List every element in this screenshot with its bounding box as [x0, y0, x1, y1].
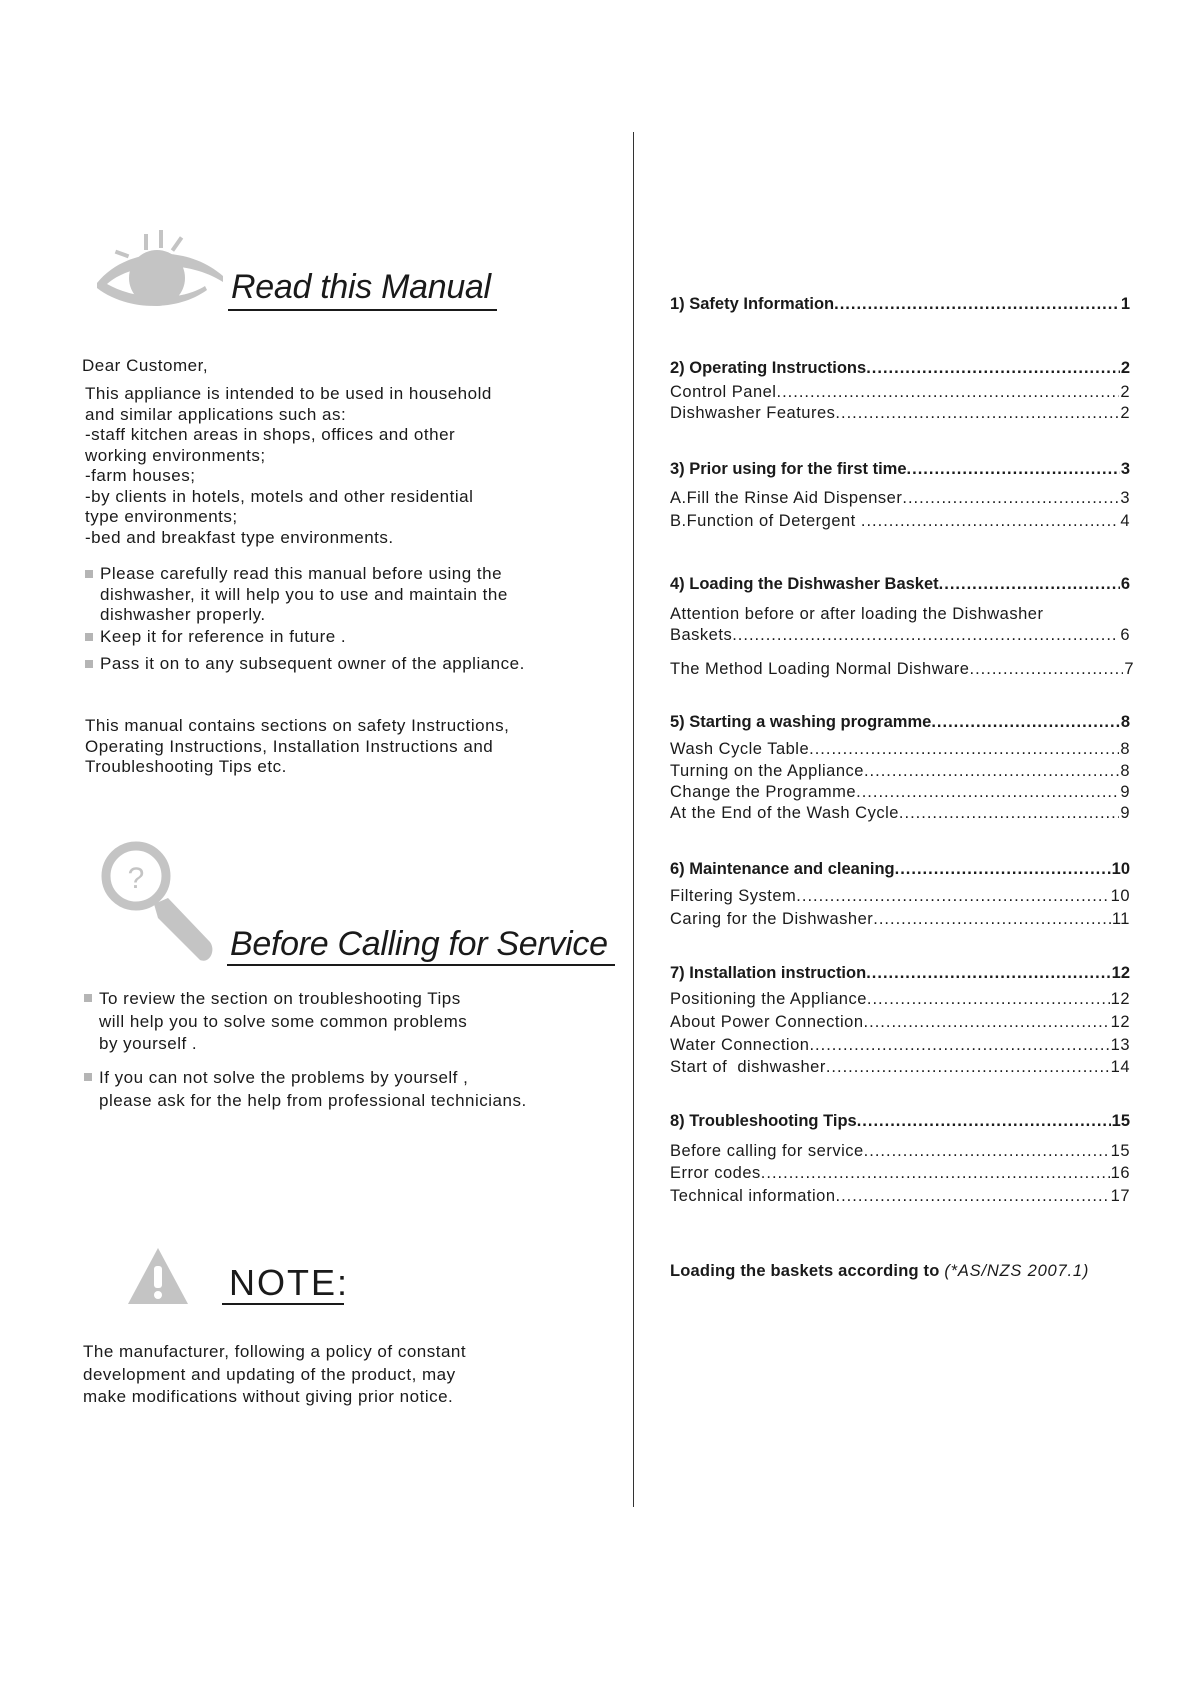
bullet-line: To review the section on troubleshooting Tips	[99, 989, 461, 1008]
dot-leader	[809, 1035, 1109, 1055]
bullet-icon	[85, 633, 93, 641]
bullet-line: will help you to solve some common problems	[99, 1011, 468, 1031]
contents-paragraph	[85, 716, 509, 778]
dot-leader	[836, 1186, 1110, 1206]
contents-line: This manual contains sections on safety Instructions,	[85, 716, 510, 735]
bullet-line: dishwasher, it will help you to use and maintain the	[100, 584, 508, 604]
bullet-line: dishwasher properly.	[100, 605, 266, 624]
intro-line: -staff kitchen areas in shops, offices and other	[85, 425, 456, 444]
dot-leader	[931, 712, 1120, 732]
note-line: development and updating of the product, may	[83, 1364, 456, 1384]
toc-label: Attention before or after loading the Dishwasher	[670, 605, 1044, 623]
toc-title: 6) Maintenance and cleaning	[670, 860, 895, 878]
dot-leader	[864, 761, 1119, 781]
toc-title: 8) Troubleshooting Tips	[670, 1112, 857, 1130]
question-glyph: ?	[127, 862, 145, 895]
dot-leader	[902, 488, 1119, 508]
magnifier-question-icon	[98, 838, 218, 966]
dot-leader	[873, 909, 1111, 929]
toc-item[interactable]	[670, 886, 1130, 906]
toc-section-5[interactable]	[670, 712, 1130, 732]
intro-line: -by clients in hotels, motels and other residential	[85, 486, 474, 506]
bullet-line: please ask for the help from professional technicians.	[99, 1090, 527, 1110]
toc-section-6[interactable]	[670, 859, 1130, 879]
toc-label: Before calling for service	[670, 1142, 864, 1160]
toc-title: 3) Prior using for the first time	[670, 460, 907, 478]
toc-section-3[interactable]	[670, 459, 1130, 479]
dot-leader	[809, 739, 1119, 759]
toc-title: 7) Installation instruction	[670, 964, 867, 982]
toc-page: 6	[1120, 626, 1130, 644]
dot-leader	[856, 782, 1119, 802]
toc-item[interactable]	[670, 909, 1130, 929]
toc-item[interactable]	[670, 1186, 1130, 1206]
toc-page: 8	[1120, 762, 1130, 780]
toc-page: 15	[1111, 1112, 1130, 1130]
note-paragraph	[83, 1341, 466, 1409]
toc-label: A.Fill the Rinse Aid Dispenser	[670, 489, 903, 507]
dot-leader	[864, 1012, 1110, 1032]
eye-icon	[95, 228, 225, 308]
toc-item[interactable]	[670, 625, 1130, 645]
toc-item[interactable]	[670, 1141, 1130, 1161]
toc-item[interactable]	[670, 1057, 1130, 1077]
note-line: make modifications without giving prior notice.	[83, 1387, 454, 1406]
toc-item[interactable]	[670, 739, 1130, 759]
toc-item[interactable]	[670, 604, 1130, 624]
dot-leader	[857, 1111, 1111, 1131]
toc-title: 5) Starting a washing programme	[670, 713, 932, 731]
dot-leader	[899, 803, 1119, 823]
toc-item[interactable]	[670, 1163, 1130, 1183]
service-title-underline	[227, 964, 615, 966]
toc-page: 3	[1120, 489, 1130, 507]
toc-label: About Power Connection	[670, 1013, 864, 1031]
toc-page: 2	[1120, 359, 1130, 377]
toc-section-8[interactable]	[670, 1111, 1130, 1131]
contents-line: Operating Instructions, Installation Instructions and	[85, 736, 494, 756]
dot-leader	[861, 511, 1119, 531]
toc-item[interactable]	[670, 761, 1130, 781]
dot-leader	[761, 1163, 1110, 1183]
intro-line: working environments;	[85, 445, 266, 465]
toc-page: 11	[1111, 910, 1130, 928]
note-underline	[222, 1303, 344, 1305]
bullet-line: by yourself .	[99, 1034, 198, 1053]
bullet-icon	[85, 660, 93, 668]
toc-item[interactable]	[670, 1035, 1130, 1055]
dot-leader	[834, 294, 1120, 314]
toc-page: 12	[1110, 990, 1130, 1008]
toc-label: B.Function of Detergent	[670, 512, 861, 530]
toc-page: 8	[1120, 740, 1130, 758]
dot-leader	[895, 859, 1111, 879]
contents-line: Troubleshooting Tips etc.	[85, 757, 287, 776]
toc-item[interactable]	[670, 782, 1130, 802]
toc-page: 17	[1110, 1187, 1130, 1205]
toc-item[interactable]	[670, 488, 1130, 508]
bullet-line: Please carefully read this manual before using the	[100, 564, 503, 583]
dot-leader	[796, 886, 1109, 906]
dot-leader	[732, 625, 1119, 645]
greeting: Dear Customer,	[82, 356, 209, 375]
column-divider	[633, 132, 634, 1507]
dot-leader	[835, 403, 1119, 423]
dot-leader	[867, 989, 1110, 1009]
toc-label: Positioning the Appliance	[670, 990, 867, 1008]
toc-label: At the End of the Wash Cycle	[670, 804, 899, 822]
toc-item[interactable]	[670, 659, 1134, 679]
toc-label: Caring for the Dishwasher	[670, 910, 874, 928]
toc-label: Change the Programme	[670, 783, 857, 801]
loading-note-standard: (*AS/NZS 2007.1)	[944, 1262, 1090, 1280]
loading-baskets-note	[670, 1261, 1130, 1281]
toc-item[interactable]	[670, 803, 1130, 823]
toc-label: Start of dishwasher	[670, 1058, 826, 1076]
toc-page: 6	[1120, 575, 1130, 593]
bullet-pass-on: Pass it on to any subsequent owner of the appliance.	[100, 654, 525, 673]
toc-label: Technical information	[670, 1187, 836, 1205]
note-title: NOTE:	[229, 1262, 350, 1303]
toc-title: 1) Safety Information	[670, 295, 835, 313]
toc-page: 7	[1124, 660, 1134, 678]
note-line: The manufacturer, following a policy of constant	[83, 1342, 467, 1361]
toc-label: The Method Loading Normal Dishware	[670, 660, 970, 678]
toc-page: 2	[1120, 404, 1130, 422]
intro-line: -bed and breakfast type environments.	[85, 527, 394, 547]
warning-triangle-icon	[127, 1246, 189, 1306]
intro-line: type environments;	[85, 507, 238, 526]
loading-note-text: Loading the baskets according to	[670, 1262, 945, 1280]
toc-section-7[interactable]	[670, 963, 1130, 983]
read-manual-title: Read this Manual	[231, 268, 491, 306]
dot-leader	[969, 659, 1123, 679]
dot-leader	[864, 1141, 1110, 1161]
bullet-review-troubleshooting	[99, 988, 467, 1056]
bullet-icon	[84, 1073, 92, 1081]
toc-label: Turning on the Appliance	[670, 762, 864, 780]
bullet-icon	[85, 570, 93, 578]
toc-page: 14	[1110, 1058, 1130, 1076]
toc-item[interactable]	[670, 403, 1130, 423]
toc-item[interactable]	[670, 382, 1130, 402]
toc-label: Dishwasher Features	[670, 404, 836, 422]
toc-section-4[interactable]	[670, 574, 1130, 594]
toc-section-2[interactable]	[670, 358, 1130, 378]
toc-section-1[interactable]	[670, 294, 1130, 314]
dot-leader	[939, 574, 1120, 594]
bullet-line: If you can not solve the problems by yourself ,	[99, 1068, 469, 1087]
toc-page: 13	[1110, 1036, 1130, 1054]
intro-line: -farm houses;	[85, 466, 196, 485]
toc-label: Control Panel	[670, 383, 777, 401]
toc-page: 10	[1111, 860, 1130, 878]
toc-page: 9	[1120, 804, 1130, 822]
toc-page: 2	[1120, 383, 1130, 401]
toc-page: 10	[1110, 887, 1130, 905]
toc-page: 12	[1110, 1013, 1130, 1031]
toc-page: 16	[1110, 1164, 1130, 1182]
dot-leader	[826, 1057, 1110, 1077]
toc-page: 9	[1120, 783, 1130, 801]
intro-line: and similar applications such as:	[85, 404, 347, 424]
toc-label: Baskets	[670, 626, 733, 644]
toc-item[interactable]	[670, 511, 1130, 531]
bullet-icon	[84, 994, 92, 1002]
bullet-read-carefully	[100, 564, 508, 626]
toc-page: 15	[1110, 1142, 1130, 1160]
bullet-keep-reference: Keep it for reference in future .	[100, 627, 347, 646]
toc-label: Water Connection	[670, 1036, 810, 1054]
toc-item[interactable]	[670, 989, 1130, 1009]
toc-title: 2) Operating Instructions	[670, 359, 867, 377]
toc-item[interactable]	[670, 1012, 1130, 1032]
dot-leader	[866, 358, 1120, 378]
toc-label: Error codes	[670, 1164, 761, 1182]
toc-page: 3	[1120, 460, 1130, 478]
service-title: Before Calling for Service	[230, 925, 608, 963]
toc-page: 1	[1120, 295, 1130, 313]
bullet-ask-technicians	[99, 1067, 527, 1112]
title-underline	[228, 309, 497, 311]
dot-leader	[776, 382, 1119, 402]
toc-label: Filtering System	[670, 887, 797, 905]
toc-page: 4	[1120, 512, 1130, 530]
dot-leader	[907, 459, 1120, 479]
intro-paragraph	[85, 384, 492, 548]
intro-line: This appliance is intended to be used in household	[85, 384, 492, 403]
toc-title: 4) Loading the Dishwasher Basket	[670, 575, 939, 593]
toc-page: 8	[1120, 713, 1130, 731]
toc-label: Wash Cycle Table	[670, 740, 810, 758]
dot-leader	[866, 963, 1110, 983]
toc-page: 12	[1111, 964, 1130, 982]
